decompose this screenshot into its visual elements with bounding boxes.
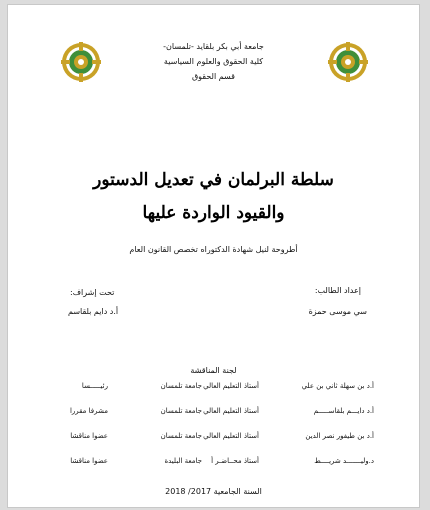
- supervised-by-label: تحت إشراف:: [70, 288, 115, 297]
- member-grade: أستاذ محــاضـر أ: [211, 457, 259, 465]
- member-university: جامعة تلمسان: [160, 432, 202, 440]
- member-grade: أستاذ التعليم العالي: [203, 407, 259, 415]
- committee-row: [47, 407, 374, 432]
- member-grade: أستاذ التعليم العالي: [203, 432, 259, 440]
- member-role: عضوا مناقشا: [70, 432, 108, 440]
- prepared-by-label: إعداد الطالب:: [314, 286, 361, 295]
- member-name: أ.د بن سهلة ثاني بن علي: [301, 382, 374, 390]
- academic-year: السنة الجامعية 2017/ 2018: [165, 487, 262, 496]
- committee-list: [47, 382, 374, 482]
- member-role: رئيـــــسا: [81, 382, 108, 390]
- thesis-title: [8, 164, 419, 230]
- member-university: جامعة تلمسان: [160, 407, 202, 415]
- member-name: أ.د دايـــم بلقاســـــم: [313, 407, 374, 415]
- thesis-title-line-2: والقيود الواردة عليها: [142, 203, 285, 223]
- member-role: مشرفا مقررا: [69, 407, 108, 415]
- member-university: جامعة تلمسان: [160, 382, 202, 390]
- thesis-title-line-1: سلطة البرلمان في تعديل الدستور: [93, 170, 334, 190]
- department-name: قسم الحقوق: [191, 72, 236, 81]
- committee-row: [47, 432, 374, 457]
- supervisor-name: أ.د دايم بلقاسم: [68, 307, 119, 316]
- member-university: جامعة البليدة: [164, 457, 202, 465]
- committee-title: لجنة المناقشة: [190, 366, 237, 375]
- document-page: [7, 4, 420, 508]
- institution-header: [8, 39, 419, 84]
- committee-row: [47, 457, 374, 482]
- student-name: سي موسى حمزة: [308, 307, 367, 316]
- university-name: جامعة أبي بكر بلقايد -تلمسان-: [163, 42, 264, 51]
- member-name: أ.د بن طيفور نصر الدين: [305, 432, 374, 440]
- committee-row: [47, 382, 374, 407]
- faculty-name: كلية الحقوق والعلوم السياسية: [163, 57, 264, 66]
- member-grade: أستاذ التعليم العالي: [203, 382, 259, 390]
- member-role: عضوا مناقشا: [70, 457, 108, 465]
- thesis-subtitle: أطروحة لنيل شهادة الدكتوراه تخصص القانون العام: [129, 245, 298, 254]
- member-name: د.وليـــــــد شريــــط: [314, 457, 374, 465]
